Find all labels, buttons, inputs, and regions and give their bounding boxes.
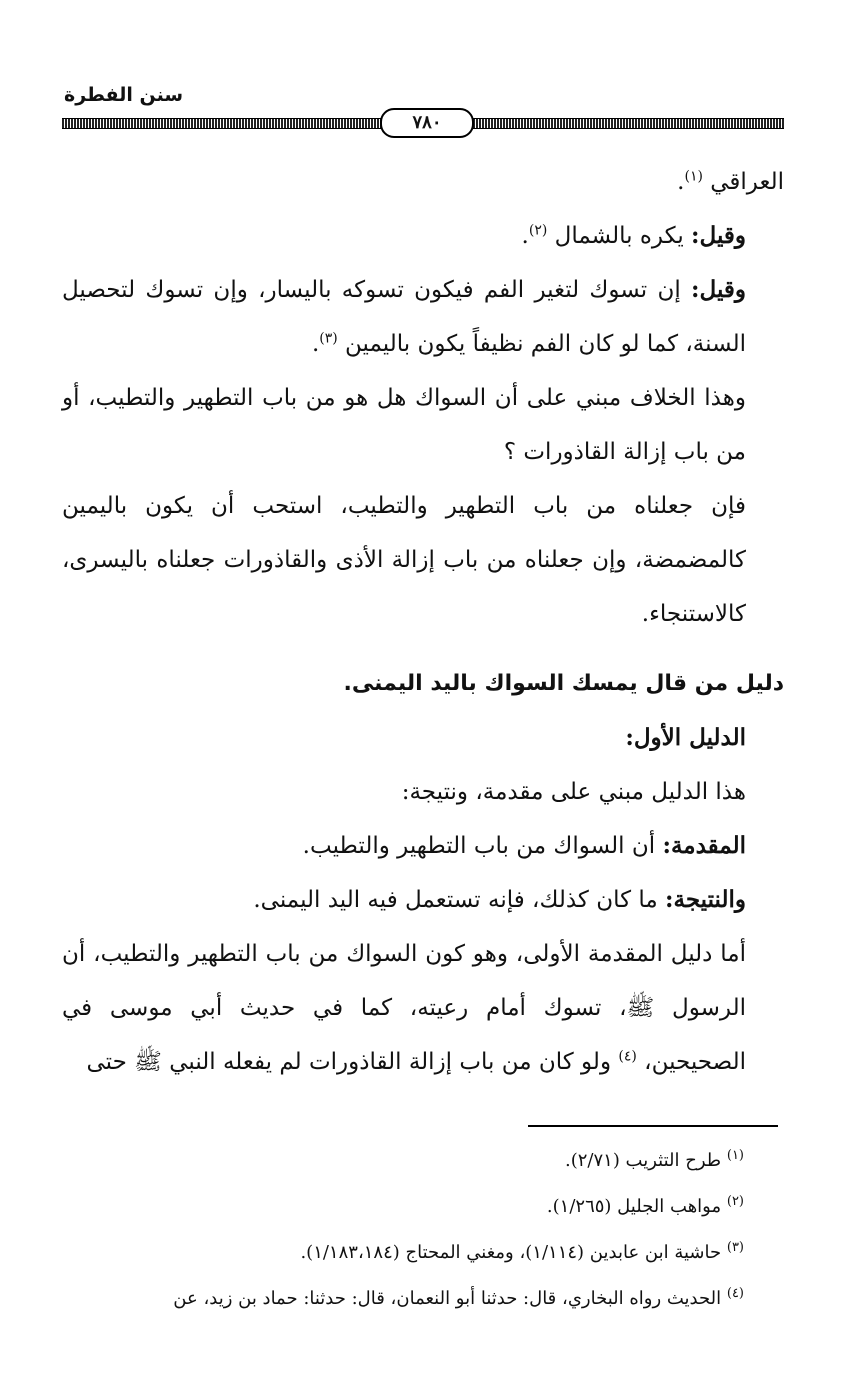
paragraph-4: وهذا الخلاف مبني على أن السواك هل هو من باب التطهير والتطيب، أو من باب إزالة القاذورات ؟ xyxy=(62,385,746,465)
footnote-text: طرح التثريب (٢/٧١). xyxy=(564,1150,722,1171)
paragraph-text: أن السواك من باب التطهير والتطيب. xyxy=(302,833,663,859)
paragraph-text: يكره بالشمال xyxy=(547,223,692,249)
paragraph-text: ما كان كذلك، فإنه تستعمل فيه اليد اليمنى. xyxy=(253,887,665,913)
paragraph-lead: وقيل: xyxy=(691,222,746,249)
page-number: ٧٨٠ xyxy=(380,108,474,138)
paragraph-2 xyxy=(62,209,784,263)
section-heading: دليل من قال يمسك السواك باليد اليمنى. xyxy=(343,671,784,696)
paragraph-end: . xyxy=(521,223,529,249)
footnote-4 xyxy=(62,1276,784,1322)
paragraph-text: إن تسوك لتغير الفم فيكون تسوكه باليسار، وإن تسوك لتحصيل السنة، كما لو كان الفم نظيفاً يكون باليمين xyxy=(62,277,746,357)
paragraph-end: . xyxy=(311,331,320,357)
paragraph-lead: والنتيجة: xyxy=(665,886,746,913)
paragraph-end: ولو كان من باب إزالة القاذورات لم يفعله النبي ﷺ حتى xyxy=(86,1049,619,1075)
footnote-number: (١) xyxy=(726,1148,744,1163)
footnote-1 xyxy=(62,1138,784,1184)
paragraph-text: أما دليل المقدمة الأولى، وهو كون السواك من باب التطهير والتطيب، أن الرسول ﷺ، تسوك أمام رعيته، كما في حديث أبي موسى في الصحيحين، xyxy=(62,941,746,1075)
footnote-number: (٢) xyxy=(726,1194,744,1209)
footnote-ref: (٤) xyxy=(618,1048,637,1065)
running-header-title: سنن الفطرة xyxy=(64,84,184,106)
paragraph-3 xyxy=(62,263,784,371)
footnote-ref: (٢) xyxy=(528,222,548,239)
paragraph-9 xyxy=(62,927,784,1089)
footnote-3 xyxy=(62,1230,784,1276)
subheading: الدليل الأول: xyxy=(625,724,746,751)
footnote-text: مواهب الجليل (١/٢٦٥). xyxy=(546,1196,722,1217)
footnotes xyxy=(62,1138,784,1322)
paragraph-end: . xyxy=(677,169,685,195)
paragraph-lead: المقدمة: xyxy=(662,832,746,859)
paragraph-text: العراقي xyxy=(702,169,784,195)
footnote-number: (٤) xyxy=(726,1286,744,1301)
paragraph-7 xyxy=(62,819,784,873)
paragraph-8 xyxy=(62,873,784,927)
paragraph-5: فإن جعلناه من باب التطهير والتطيب، استحب أن يكون باليمين كالمضمضة، وإن جعلناه من باب إزالة الأذى والقاذورات جعلناه باليسرى، كالاستنجاء. xyxy=(62,493,746,627)
main-text xyxy=(62,155,784,1089)
footnote-number: (٣) xyxy=(726,1240,744,1255)
footnote-separator xyxy=(528,1125,778,1127)
footnote-2 xyxy=(62,1184,784,1230)
footnote-ref: (٣) xyxy=(319,330,338,347)
footnote-text: حاشية ابن عابدين (١/١١٤)، ومغني المحتاج (١/١٨٣،١٨٤). xyxy=(300,1242,722,1263)
footnote-text: الحديث رواه البخاري، قال: حدثنا أبو النعمان، قال: حدثنا: حماد بن زيد، عن xyxy=(173,1288,722,1309)
footnote-ref: (١) xyxy=(684,168,703,185)
paragraph-6: هذا الدليل مبني على مقدمة، ونتيجة: xyxy=(401,779,746,805)
paragraph-lead: وقيل: xyxy=(691,276,746,303)
paragraph-1 xyxy=(62,155,784,209)
